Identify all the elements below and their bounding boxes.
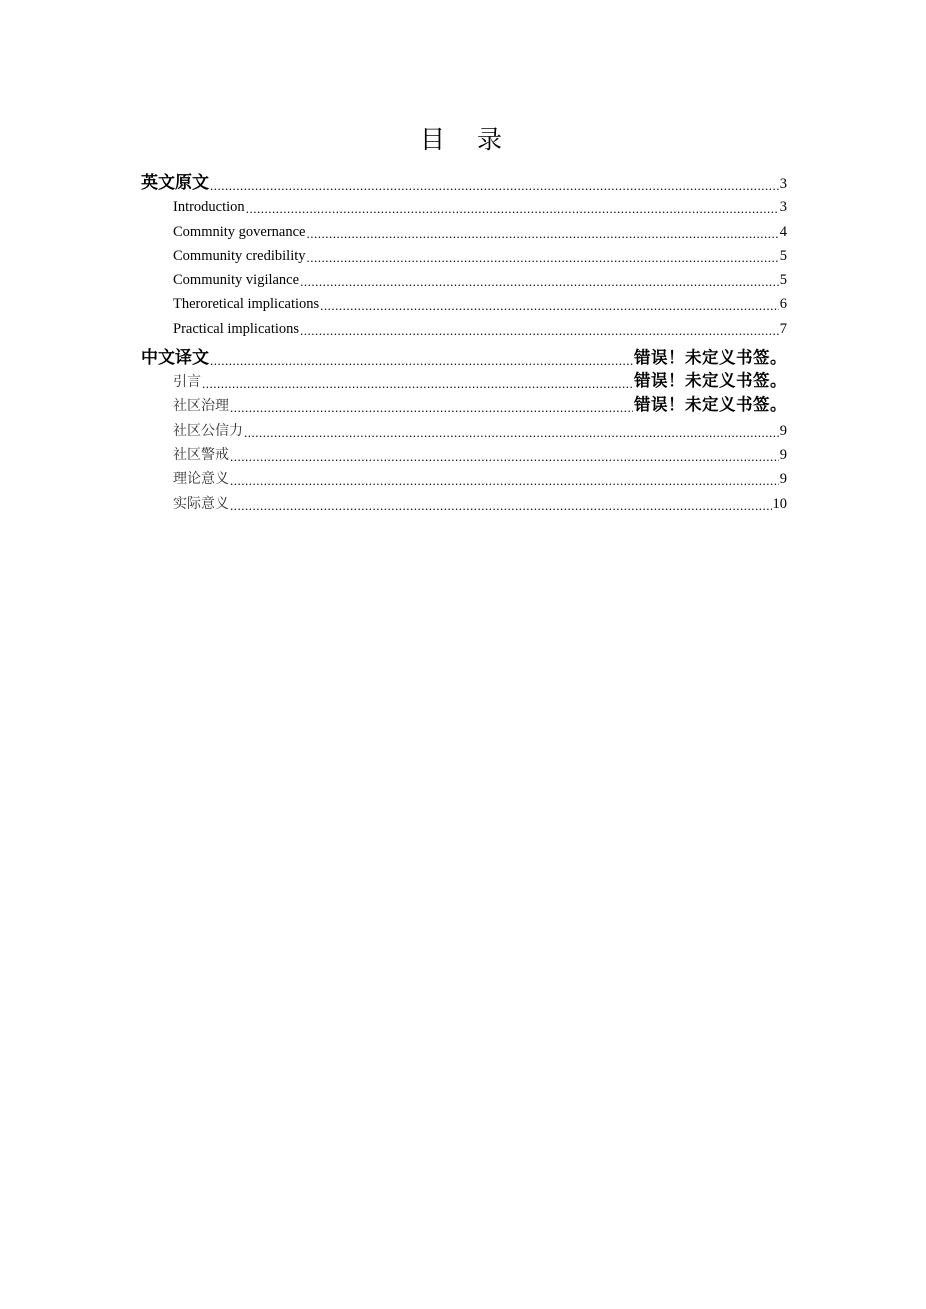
toc-entry-label: Community vigilance <box>173 272 300 289</box>
toc-bookmark-error: 错误！未定义书签。 <box>634 347 787 367</box>
toc-dot-leader <box>210 179 779 193</box>
toc-entry-label: 社区公信力 <box>173 422 243 439</box>
toc-page-number: 7 <box>779 320 787 337</box>
toc-entry-label: Practical implications <box>173 320 300 337</box>
toc-page-number: 5 <box>779 247 787 264</box>
toc-dot-leader <box>307 251 779 265</box>
toc-entry-shequ-gongxinli[interactable] <box>141 418 787 442</box>
toc-page-number: 9 <box>779 446 787 463</box>
toc-entry-label: 引言 <box>173 374 201 391</box>
toc-entry-chinese-translation[interactable] <box>141 341 787 370</box>
page-title: 目 录 <box>420 125 514 154</box>
toc-page-number: 4 <box>779 223 787 240</box>
toc-dot-leader <box>244 426 779 440</box>
toc-entry-label: 社区治理 <box>173 398 229 415</box>
toc-dot-leader <box>320 299 779 313</box>
toc-page-number: 3 <box>779 176 787 192</box>
toc-entry-label: 理论意义 <box>173 471 229 488</box>
toc-dot-leader <box>230 474 779 488</box>
toc-entry-label: 社区警戒 <box>173 446 229 463</box>
toc-dot-leader <box>246 202 779 216</box>
toc-entry-shiji-yiyi[interactable] <box>141 491 787 515</box>
toc-entry-yinyan[interactable] <box>141 370 787 394</box>
toc-entry-label: Theroretical implications <box>173 296 320 313</box>
toc-dot-leader <box>300 275 779 289</box>
toc-bookmark-error: 错误！未定义书签。 <box>634 371 787 391</box>
toc-dot-leader <box>210 354 633 368</box>
toc-entry-shequ-zhili[interactable] <box>141 394 787 418</box>
toc-entry-shequ-jingjie[interactable] <box>141 443 787 467</box>
toc-entry-lilun-yiyi[interactable] <box>141 467 787 491</box>
toc-entry-label: Community credibility <box>173 247 306 264</box>
toc-entry-community-credibility[interactable] <box>141 244 787 268</box>
toc-entry-practical-implications[interactable] <box>141 316 787 340</box>
toc-entry-community-governance[interactable] <box>141 219 787 243</box>
toc-entry-label: Commnity governance <box>173 223 306 240</box>
toc-entry-theoretical-implications[interactable] <box>141 292 787 316</box>
toc-entry-label: 英文原文 <box>141 173 209 193</box>
toc-dot-leader <box>202 377 633 391</box>
toc-page-number: 6 <box>779 296 787 313</box>
toc-dot-leader <box>230 401 633 415</box>
toc-page-number: 3 <box>779 199 787 216</box>
toc-entry-label: 实际意义 <box>173 495 229 512</box>
toc-page-number: 9 <box>779 422 787 439</box>
toc-page-number: 10 <box>772 495 787 512</box>
toc-dot-leader <box>230 499 772 513</box>
toc-dot-leader <box>230 450 779 464</box>
toc-entry-label: Introduction <box>173 199 245 216</box>
toc-bookmark-error: 错误！未定义书签。 <box>634 395 787 415</box>
toc-page-number: 5 <box>779 272 787 289</box>
toc-dot-leader <box>300 324 779 338</box>
toc-entry-introduction[interactable] <box>141 195 787 219</box>
toc-entry-label: 中文译文 <box>141 347 209 368</box>
toc-entry-english-original[interactable] <box>141 166 787 195</box>
toc-page-number: 9 <box>779 471 787 488</box>
toc-entry-community-vigilance[interactable] <box>141 268 787 292</box>
toc-dot-leader <box>306 227 778 241</box>
table-of-contents <box>141 166 787 516</box>
